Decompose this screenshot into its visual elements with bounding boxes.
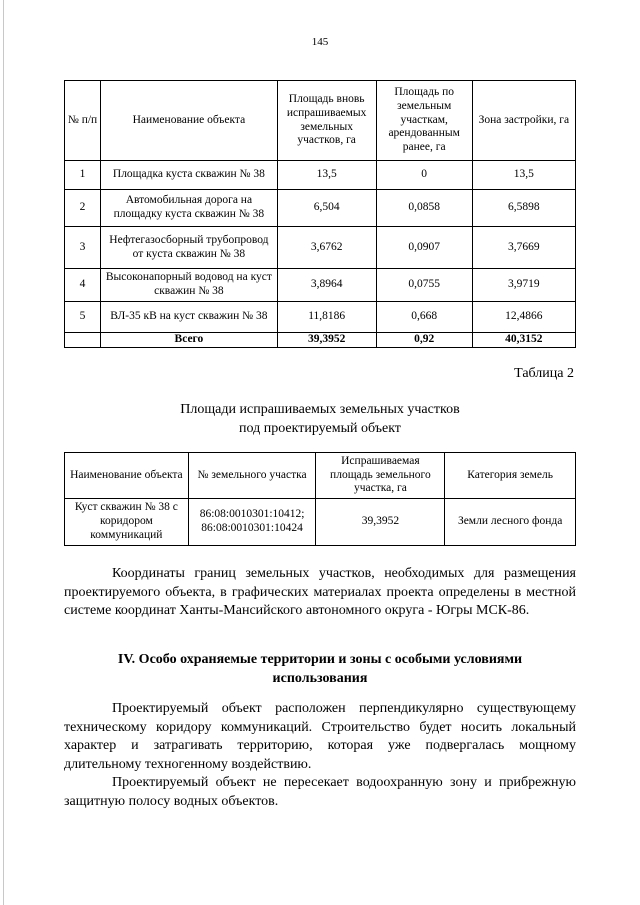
cell-no: 2 [65, 190, 101, 227]
paragraph-water-zone: Проектируемый объект не пересекает водоохранную зону и прибрежную защитную полосу водных объектов. [64, 775, 576, 809]
cell-new-area: 3,8964 [277, 269, 376, 302]
table2-title-line2: под проектируемый объект [239, 421, 401, 436]
table-row [65, 269, 576, 302]
header-plot-no: № земельного участка [188, 453, 316, 499]
header-rented-area: Площадь по земельным участкам, арендованным ранее, га [376, 81, 472, 161]
header-land-category: Категория земель [445, 453, 576, 499]
cell-object-name: ВЛ-35 кВ на куст скважин № 38 [101, 302, 278, 333]
cell-total-zone: 40,3152 [472, 333, 575, 348]
table-row [65, 499, 576, 546]
cell-total-new-area: 39,3952 [277, 333, 376, 348]
scan-edge-line [3, 0, 4, 905]
table-header-row [65, 81, 576, 161]
cell-object-name: Высоконапорный водовод на куст скважин № 38 [101, 269, 278, 302]
cell-plot-numbers [188, 499, 316, 546]
cell-zone: 3,7669 [472, 227, 575, 269]
cell-zone: 3,9719 [472, 269, 575, 302]
cell-object-name: Автомобильная дорога на площадку куста скважин № 38 [101, 190, 278, 227]
cell-total-rented-area: 0,92 [376, 333, 472, 348]
paragraph-location: Проектируемый объект расположен перпендикулярно существующему техническому коридору коммуникаций. Строительство будет носить локальный характер и затрагивать территорию, которая уже подвергалась мощному длительному техногенному воздействию. [64, 701, 576, 772]
cell-rented-area: 0,0907 [376, 227, 472, 269]
cell-no: 3 [65, 227, 101, 269]
table-header-row [65, 453, 576, 499]
cell-object-name: Нефтегазосборный трубопровод от куста скважин № 38 [101, 227, 278, 269]
table2-title-line1: Площади испрашиваемых земельных участков [180, 402, 460, 417]
header-object-name: Наименование объекта [65, 453, 189, 499]
cell-no: 1 [65, 161, 101, 190]
table-row [65, 161, 576, 190]
table2-title [0, 400, 640, 438]
cell-new-area: 6,504 [277, 190, 376, 227]
cell-total-label: Всего [101, 333, 278, 348]
section-heading [0, 651, 640, 688]
cell-new-area: 13,5 [277, 161, 376, 190]
cell-no-empty [65, 333, 101, 348]
cell-zone: 12,4866 [472, 302, 575, 333]
header-new-area: Площадь вновь испрашиваемых земельных участков, га [277, 81, 376, 161]
header-requested-area: Испрашиваемая площадь земельного участка, га [316, 453, 445, 499]
cell-land-category: Земли лесного фонда [445, 499, 576, 546]
cell-no: 4 [65, 269, 101, 302]
cell-zone: 13,5 [472, 161, 575, 190]
paragraph-coordinates: Координаты границ земельных участков, необходимых для размещения проектируемого объекта, в графических материалах проекта определены в местной системе координат Ханты-Мансийского автономного округа - Югры МСК-86. [64, 566, 576, 618]
cell-new-area: 3,6762 [277, 227, 376, 269]
cell-rented-area: 0,0755 [376, 269, 472, 302]
section-heading-line2: использования [272, 670, 368, 686]
table-row [65, 227, 576, 269]
cell-object-name: Куст скважин № 38 с коридором коммуникаций [65, 499, 189, 546]
cell-no: 5 [65, 302, 101, 333]
cell-requested-area: 39,3952 [316, 499, 445, 546]
plot-number-1: 86:08:0010301:10412; [199, 508, 305, 521]
plot-number-2: 86:08:0010301:10424 [201, 522, 303, 534]
table-total-row [65, 333, 576, 348]
page-number: 145 [311, 36, 329, 48]
cell-rented-area: 0,0858 [376, 190, 472, 227]
cell-new-area: 11,8186 [277, 302, 376, 333]
table-row [65, 190, 576, 227]
cell-object-name: Площадка куста скважин № 38 [101, 161, 278, 190]
table-row [65, 302, 576, 333]
cell-rented-area: 0,668 [376, 302, 472, 333]
header-no: № п/п [65, 81, 101, 161]
land-area-table [64, 80, 576, 348]
header-object-name: Наименование объекта [101, 81, 278, 161]
header-zone: Зона застройки, га [472, 81, 575, 161]
requested-plots-table [64, 452, 576, 546]
cell-rented-area: 0 [376, 161, 472, 190]
cell-zone: 6,5898 [472, 190, 575, 227]
table2-caption: Таблица 2 [514, 366, 574, 381]
section-heading-line1: IV. Особо охраняемые территории и зоны с особыми условиями [117, 652, 523, 667]
